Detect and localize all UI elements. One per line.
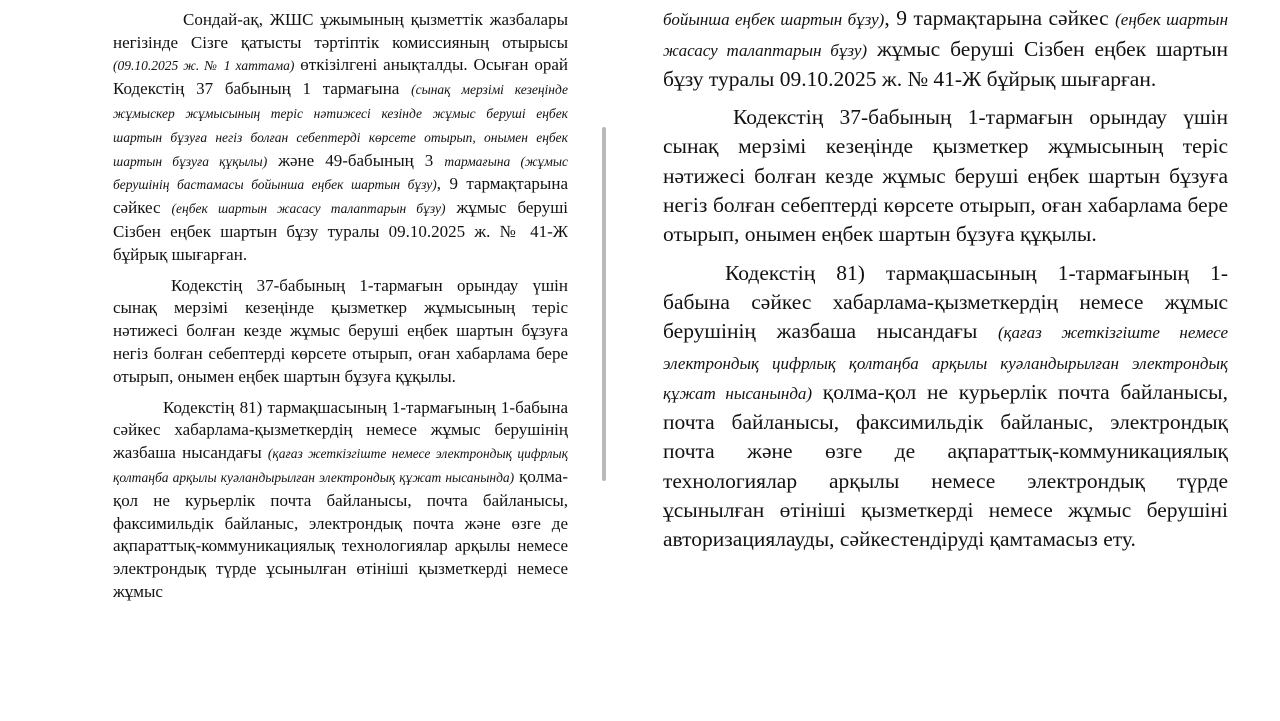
- paragraph-article-49: [663, 0, 1228, 94]
- italic-text-run: (еңбек шартын жасасу талаптарын бұзу): [663, 10, 1228, 60]
- text-run: , 9 тармақтарына сәйкес: [884, 6, 1116, 31]
- text-run: Кодекстің 81) тармақшасының 1-тармағының 1-бабына сәйкес хабарлама-қызметкердің немесе жұмыс берушінің жазбаша нысандағы: [113, 397, 568, 463]
- text-run: Сондай-ақ, ЖШС ұжымының қызметтік жазбалары негізінде Сізге қатысты тәртіптік комиссияның отырысы: [113, 9, 568, 52]
- left-document-page: [113, 0, 568, 721]
- vertical-scrollbar[interactable]: [602, 127, 606, 481]
- text-run: жұмыс беруші Сізбен еңбек шартын бұзу туралы 09.10.2025 ж. № 41-Ж бұйрық шығарған.: [113, 198, 568, 264]
- italic-text-run: (қағаз жеткізгіште немесе электрондық цифрлық қолтаңба арқылы куәландырылған электрондық құжат нысанында): [663, 323, 1228, 403]
- text-run: Кодекстің 81) тармақшасының 1-тармағының 1-бабына сәйкес хабарлама-қызметкердің немесе жұмыс берушінің жазбаша нысандағы: [663, 260, 1228, 344]
- paragraph-article-37: [663, 103, 1228, 249]
- text-run: , 9 тармақтарына сәйкес: [113, 174, 568, 218]
- right-document-page: [663, 0, 1228, 721]
- text-run: өткізілгені анықталды. Осыған орай Кодекстің 37 бабының 1 тармағына: [113, 55, 568, 99]
- paragraph-disciplinary: [113, 9, 568, 267]
- text-run: Кодекстің 37-бабының 1-тармағын орындау үшін сынақ мерзімі кезеңінде қызметкер жұмысының теріс нәтижесі болған кезде жұмыс беруші еңбек шартын бұзуға негіз болған себептерді көрсете отырып, оған хабарлама бере отырып, онымен еңбек шартын бұзуға құқылы.: [113, 275, 568, 386]
- cut-off-previous-line: [113, 0, 568, 9]
- text-run: жұмыс беруші Сізбен еңбек шартын бұзу туралы 09.10.2025 ж. № 41-Ж бұйрық шығарған.: [663, 36, 1228, 91]
- text-run: қолма-қол не курьерлік почта байланысы, почта байланысы, факсимильдік байланыс, электрондық почта және өзге де ақпараттық-коммуникациялық технологиялар арқылы немесе электрондық түрде ұсынылған өтініші қызметкерді немесе жұмыс: [113, 466, 568, 601]
- italic-text-run: бойынша еңбек шартын бұзу): [663, 10, 885, 30]
- italic-text-run: (сынақ мерзімі кезеңінде жұмыскер жұмысының теріс нәтижесі кезінде жұмыс беруші еңбек шартын бұзуға негіз болған себептерді көрсете отырып, онымен еңбек шартын бұзуға құқылы): [113, 82, 568, 169]
- paragraph-article-37: [113, 275, 568, 389]
- paragraph-article-81: [113, 397, 568, 604]
- text-run: қолма-қол не курьерлік почта байланысы, почта байланысы, факсимильдік байланыс, электрондық почта және өзге де ақпараттық-коммуникациялық технологиялар арқылы немесе электрондық түрде ұсынылған өтініші қызметкерді немесе жұмыс берушіні авторизациялауды, сәйкестендіруді қамтамасыз ету.: [663, 379, 1228, 552]
- italic-text-run: (еңбек шартын жасасу талаптарын бұзу): [171, 201, 446, 217]
- italic-text-run: (қағаз жеткізгіште немесе электрондық цифрлық қолтаңба арқылы куәландырылған электрондық құжат нысанында): [113, 446, 568, 485]
- italic-text-run: (09.10.2025 ж. № 1 хаттама): [113, 58, 295, 74]
- text-run: және 49-бабының 3: [267, 150, 445, 170]
- text-run: Кодекстің 37-бабының 1-тармағын орындау үшін сынақ мерзімі кезеңінде қызметкер жұмысының теріс нәтижесі болған кезде жұмыс беруші еңбек шартын бұзуға негіз болған себептерді көрсете отырып, оған хабарлама бере отырып, онымен еңбек шартын бұзуға құқылы.: [663, 105, 1228, 247]
- italic-text-run: тармағына (жұмыс берушінің бастамасы бойынша еңбек шартын бұзу): [113, 153, 568, 193]
- paragraph-article-81: [663, 259, 1228, 555]
